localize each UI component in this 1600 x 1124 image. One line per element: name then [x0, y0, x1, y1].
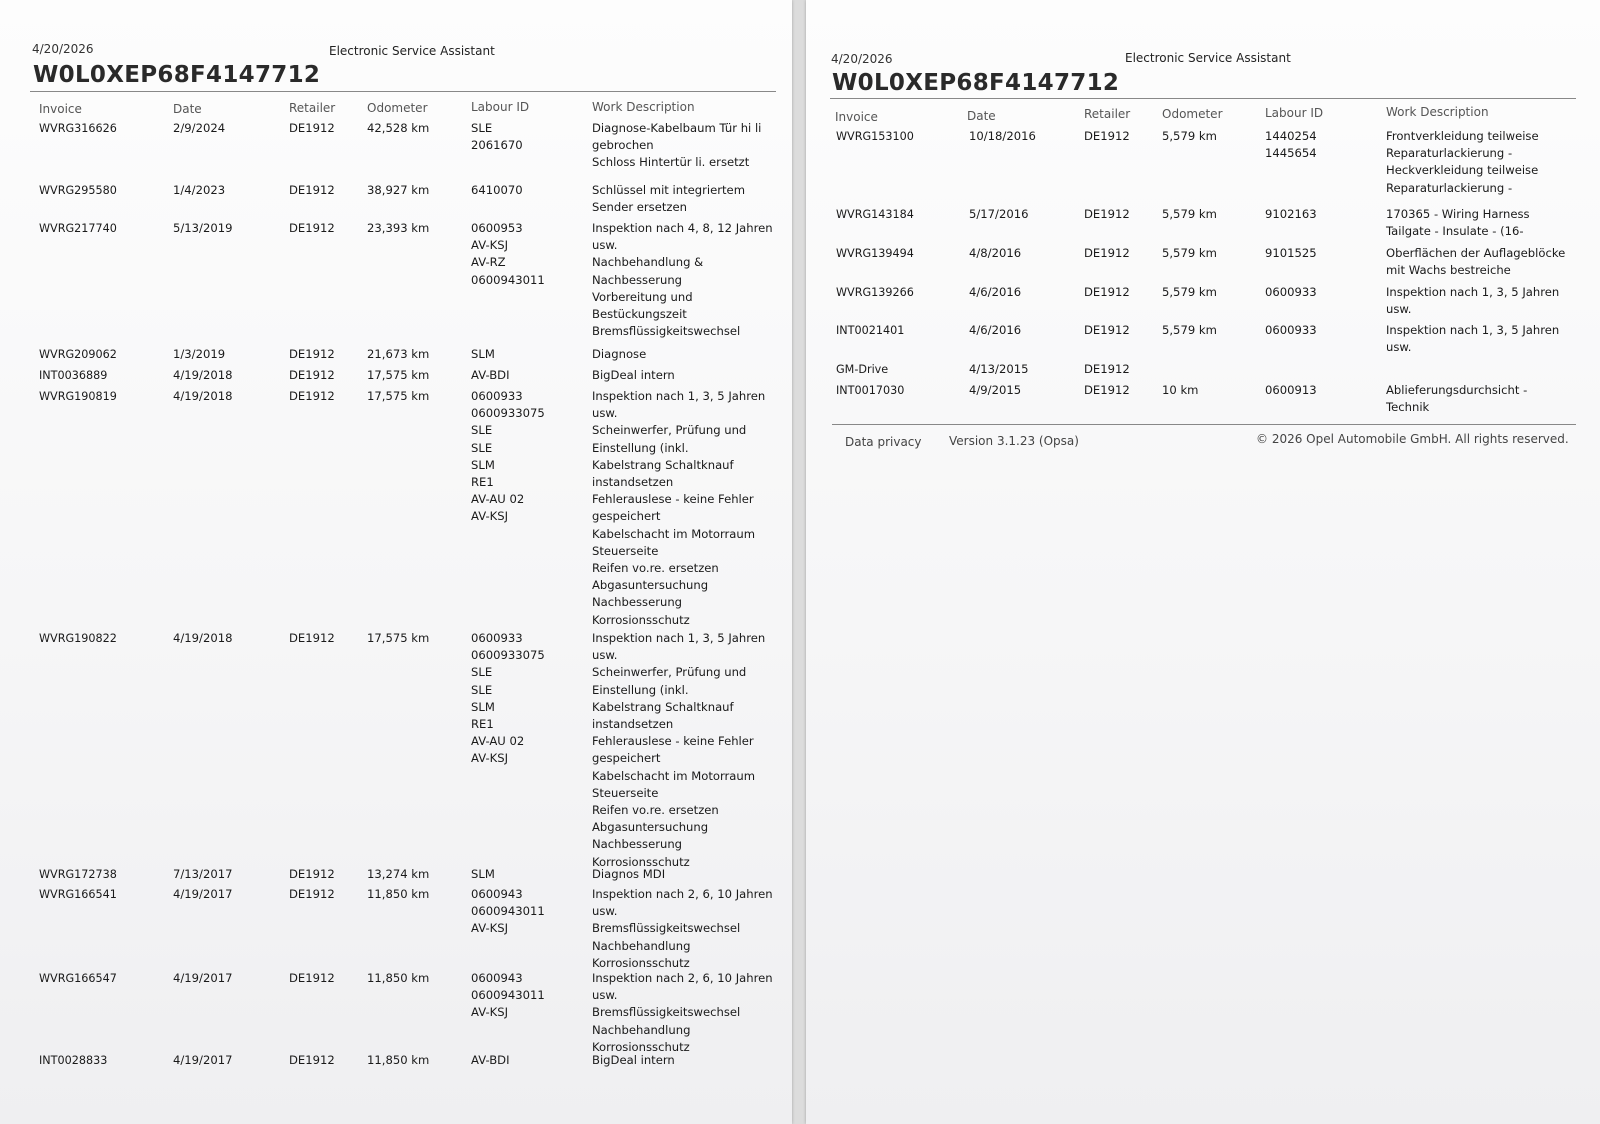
work-description-line: Sender ersetzen — [592, 200, 687, 215]
labour-id: SLM — [471, 699, 495, 714]
invoice-number: WVRG139266 — [836, 286, 914, 299]
odometer-reading: 11,850 km — [367, 971, 430, 985]
work-description-line: Inspektion nach 1, 3, 5 Jahren — [1386, 323, 1560, 337]
header-divider — [30, 91, 776, 92]
labour-id-list — [1265, 284, 1317, 301]
copyright-text: © 2026 Opel Automobile GmbH. All rights reserved. — [1256, 432, 1569, 446]
labour-id-list — [471, 120, 523, 154]
work-description-line: usw. — [592, 904, 618, 919]
invoice-number: INT0021401 — [836, 324, 905, 337]
service-date: 4/19/2018 — [173, 389, 233, 403]
work-description-line: Inspektion nach 1, 3, 5 Jahren — [592, 631, 766, 645]
work-description-line: Nachbehandlung — [592, 1022, 691, 1037]
work-description-line: Korrosionsschutz — [592, 612, 690, 627]
labour-id: 1440254 — [1265, 129, 1317, 143]
service-date: 4/19/2018 — [173, 368, 233, 382]
work-description-line: Reifen vo.re. ersetzen — [592, 803, 719, 818]
work-description-line: Steuerseite — [592, 785, 659, 800]
work-description — [1386, 128, 1539, 197]
retailer-code: DE1912 — [289, 887, 335, 901]
labour-id: 0600913 — [1265, 383, 1317, 397]
labour-id: 0600943011 — [471, 988, 545, 1003]
service-date: 4/19/2017 — [173, 1053, 233, 1067]
invoice-number: WVRG316626 — [39, 122, 117, 135]
work-description — [592, 120, 761, 172]
labour-id-list — [471, 388, 545, 526]
invoice-number: WVRG139494 — [836, 247, 914, 260]
work-description-line: Oberflächen der Auflageblöcke — [1386, 246, 1566, 260]
service-date: 4/19/2017 — [173, 971, 233, 985]
odometer-reading: 5,579 km — [1162, 246, 1217, 260]
service-date: 4/8/2016 — [969, 246, 1022, 260]
column-header-labour-id: Labour ID — [471, 100, 530, 114]
invoice-number: WVRG143184 — [836, 208, 914, 221]
work-description-line: Kabelstrang Schaltknauf — [592, 457, 734, 472]
labour-id: AV-BDI — [471, 1053, 510, 1067]
labour-id: RE1 — [471, 717, 494, 732]
labour-id-list — [471, 866, 495, 883]
odometer-reading: 17,575 km — [367, 389, 430, 403]
work-description — [592, 220, 773, 340]
invoice-number: WVRG190822 — [39, 632, 117, 645]
invoice-number: INT0028833 — [39, 1054, 108, 1067]
work-description-line: Bremsflüssigkeitswechsel — [592, 324, 741, 339]
printout-page-right — [806, 0, 1600, 1124]
work-description-line: usw. — [1386, 340, 1412, 355]
column-header-retailer: Retailer — [1084, 107, 1131, 121]
work-description — [592, 1052, 675, 1069]
work-description-line: Nachbehandlung & — [592, 255, 704, 270]
work-description-line: Diagnos MDI — [592, 867, 666, 881]
data-privacy-link[interactable]: Data privacy — [845, 435, 922, 449]
odometer-reading: 42,528 km — [367, 121, 430, 135]
work-description-line: mit Wachs bestreiche — [1386, 263, 1511, 278]
labour-id: SLE — [471, 682, 493, 697]
work-description — [592, 866, 665, 883]
service-date: 1/3/2019 — [173, 347, 226, 361]
labour-id: AV-KSJ — [471, 1005, 509, 1020]
retailer-code: DE1912 — [289, 971, 335, 985]
work-description — [1386, 382, 1527, 416]
odometer-reading: 11,850 km — [367, 887, 430, 901]
odometer-reading: 21,673 km — [367, 347, 430, 361]
work-description-line: usw. — [592, 406, 618, 421]
work-description-line: Korrosionsschutz — [592, 955, 690, 970]
work-description-line: BigDeal intern — [592, 368, 675, 382]
retailer-code: DE1912 — [289, 183, 335, 197]
work-description-line: BigDeal intern — [592, 1053, 675, 1067]
work-description-line: gespeichert — [592, 509, 661, 524]
odometer-reading: 5,579 km — [1162, 285, 1217, 299]
work-description-line: Schlüssel mit integriertem — [592, 183, 745, 197]
work-description-line: 170365 - Wiring Harness — [1386, 207, 1530, 221]
labour-id: AV-RZ — [471, 255, 506, 270]
column-header-odometer: Odometer — [367, 101, 428, 115]
work-description-line: Abgasuntersuchung — [592, 578, 709, 593]
labour-id: SLM — [471, 347, 495, 361]
work-description-line: Nachbesserung — [592, 595, 683, 610]
labour-id: 0600933075 — [471, 648, 545, 663]
labour-id-list — [1265, 245, 1317, 262]
retailer-code: DE1912 — [1084, 129, 1130, 143]
labour-id: 0600943 — [471, 971, 523, 985]
column-header-work-description: Work Description — [592, 100, 695, 114]
vin-heading: W0L0XEP68F4147712 — [33, 62, 321, 88]
work-description-line: Korrosionsschutz — [592, 1039, 690, 1054]
column-header-retailer: Retailer — [289, 101, 336, 115]
labour-id-list — [471, 367, 510, 384]
work-description-line: Bremsflüssigkeitswechsel — [592, 1005, 741, 1020]
labour-id-list — [1265, 322, 1317, 339]
service-date: 1/4/2023 — [173, 183, 226, 197]
invoice-number: WVRG166547 — [39, 972, 117, 985]
labour-id: SLE — [471, 423, 493, 438]
work-description-line: Inspektion nach 4, 8, 12 Jahren — [592, 221, 773, 235]
retailer-code: DE1912 — [289, 368, 335, 382]
work-description-line: Nachbehandlung — [592, 938, 691, 953]
invoice-number: WVRG217740 — [39, 222, 117, 235]
app-title: Electronic Service Assistant — [329, 44, 495, 58]
labour-id: SLE — [471, 121, 493, 135]
labour-id: 0600943011 — [471, 272, 545, 287]
work-description-line: usw. — [592, 238, 618, 253]
work-description-line: Nachbesserung — [592, 837, 683, 852]
column-header-date: Date — [173, 102, 202, 116]
odometer-reading: 10 km — [1162, 383, 1199, 397]
work-description-line: Schloss Hintertür li. ersetzt — [592, 155, 750, 170]
retailer-code: DE1912 — [1084, 323, 1130, 337]
labour-id-list — [471, 630, 545, 768]
work-description-line: Reifen vo.re. ersetzen — [592, 561, 719, 576]
labour-id: 0600933 — [471, 631, 523, 645]
labour-id: 0600933 — [1265, 323, 1317, 337]
work-description-line: Inspektion nach 1, 3, 5 Jahren — [592, 389, 766, 403]
retailer-code: DE1912 — [289, 389, 335, 403]
invoice-number: WVRG190819 — [39, 390, 117, 403]
retailer-code: DE1912 — [1084, 246, 1130, 260]
labour-id: AV-AU 02 — [471, 492, 525, 507]
work-description-line: Diagnose-Kabelbaum Tür hi li — [592, 121, 762, 135]
retailer-code: DE1912 — [289, 1053, 335, 1067]
labour-id: 2061670 — [471, 138, 523, 153]
column-header-invoice: Invoice — [39, 102, 82, 116]
labour-id: AV-AU 02 — [471, 734, 525, 749]
invoice-number: INT0017030 — [836, 384, 905, 397]
work-description-line: Bestückungszeit — [592, 307, 687, 322]
work-description — [1386, 322, 1559, 356]
labour-id: RE1 — [471, 475, 494, 490]
column-header-labour-id: Labour ID — [1265, 106, 1324, 120]
invoice-number: WVRG172738 — [39, 868, 117, 881]
invoice-number: WVRG166541 — [39, 888, 117, 901]
odometer-reading: 11,850 km — [367, 1053, 430, 1067]
odometer-reading: 5,579 km — [1162, 323, 1217, 337]
work-description-line: instandsetzen — [592, 475, 674, 490]
header-divider — [830, 98, 1576, 99]
labour-id: SLE — [471, 440, 493, 455]
labour-id: 0600953 — [471, 221, 523, 235]
odometer-reading: 38,927 km — [367, 183, 430, 197]
print-date: 4/20/2026 — [32, 42, 94, 56]
labour-id-list — [471, 970, 545, 1022]
work-description-line: Reparaturlackierung - — [1386, 180, 1513, 195]
work-description-line: Abgasuntersuchung — [592, 820, 709, 835]
invoice-number: INT0036889 — [39, 369, 108, 382]
labour-id: AV-KSJ — [471, 509, 509, 524]
vin-heading: W0L0XEP68F4147712 — [832, 70, 1120, 96]
retailer-code: DE1912 — [1084, 207, 1130, 221]
work-description-line: Nachbesserung — [592, 272, 683, 287]
work-description-line: Steuerseite — [592, 543, 659, 558]
work-description-line: Bremsflüssigkeitswechsel — [592, 921, 741, 936]
labour-id: SLE — [471, 665, 493, 680]
labour-id: 0600933075 — [471, 406, 545, 421]
column-header-invoice: Invoice — [835, 110, 878, 124]
column-header-date: Date — [967, 109, 996, 123]
version-label: Version 3.1.23 (Opsa) — [949, 434, 1079, 448]
retailer-code: DE1912 — [289, 867, 335, 881]
footer-divider — [832, 424, 1576, 425]
column-header-work-description: Work Description — [1386, 105, 1489, 119]
service-date: 4/6/2016 — [969, 323, 1022, 337]
labour-id: 0600943 — [471, 887, 523, 901]
work-description-line: gespeichert — [592, 751, 661, 766]
retailer-code: DE1912 — [1084, 362, 1130, 376]
work-description-line: usw. — [592, 988, 618, 1003]
work-description — [1386, 284, 1559, 318]
retailer-code: DE1912 — [289, 347, 335, 361]
work-description — [592, 630, 765, 871]
retailer-code: DE1912 — [1084, 285, 1130, 299]
service-date: 10/18/2016 — [969, 129, 1036, 143]
labour-id: 0600933 — [1265, 285, 1317, 299]
work-description-line: Kabelschacht im Motorraum — [592, 526, 756, 541]
work-description-line: Tailgate - Insulate - (16- — [1386, 224, 1524, 239]
printout-page-left — [0, 0, 792, 1124]
retailer-code: DE1912 — [289, 631, 335, 645]
labour-id: 0600943011 — [471, 904, 545, 919]
odometer-reading: 23,393 km — [367, 221, 430, 235]
service-date: 4/19/2017 — [173, 887, 233, 901]
labour-id: SLM — [471, 457, 495, 472]
labour-id: SLM — [471, 867, 495, 881]
work-description-line: Heckverkleidung teilweise — [1386, 163, 1539, 178]
work-description-line: Kabelstrang Schaltknauf — [592, 699, 734, 714]
work-description-line: instandsetzen — [592, 717, 674, 732]
work-description-line: Vorbereitung und — [592, 289, 693, 304]
labour-id: 1445654 — [1265, 146, 1317, 161]
work-description-line: Korrosionsschutz — [592, 854, 690, 869]
odometer-reading: 17,575 km — [367, 631, 430, 645]
work-description-line: Technik — [1386, 400, 1430, 415]
work-description-line: Einstellung (inkl. — [592, 440, 689, 455]
work-description — [592, 346, 646, 363]
labour-id: AV-KSJ — [471, 238, 509, 253]
odometer-reading: 13,274 km — [367, 867, 430, 881]
service-date: 7/13/2017 — [173, 867, 233, 881]
work-description-line: Scheinwerfer, Prüfung und — [592, 665, 747, 680]
work-description-line: Fehlerauslese - keine Fehler — [592, 492, 754, 507]
service-date: 4/6/2016 — [969, 285, 1022, 299]
work-description-line: usw. — [1386, 302, 1412, 317]
work-description — [592, 388, 765, 629]
work-description — [592, 367, 675, 384]
labour-id-list — [471, 886, 545, 938]
odometer-reading: 5,579 km — [1162, 207, 1217, 221]
labour-id-list — [471, 1052, 510, 1069]
work-description-line: gebrochen — [592, 138, 654, 153]
work-description-line: Reparaturlackierung - — [1386, 146, 1513, 161]
odometer-reading: 5,579 km — [1162, 129, 1217, 143]
work-description — [592, 182, 745, 216]
work-description-line: Inspektion nach 2, 6, 10 Jahren — [592, 887, 773, 901]
labour-id: 0600933 — [471, 389, 523, 403]
print-date: 4/20/2026 — [831, 52, 893, 66]
app-title: Electronic Service Assistant — [1125, 51, 1291, 65]
service-date: 4/9/2015 — [969, 383, 1022, 397]
labour-id: 9101525 — [1265, 246, 1317, 260]
service-date: 5/13/2019 — [173, 221, 233, 235]
invoice-number: WVRG153100 — [836, 130, 914, 143]
labour-id-list — [471, 346, 495, 363]
work-description-line: Kabelschacht im Motorraum — [592, 768, 756, 783]
labour-id: AV-BDI — [471, 368, 510, 382]
service-date: 4/19/2018 — [173, 631, 233, 645]
work-description-line: Frontverkleidung teilweise — [1386, 129, 1539, 143]
work-description — [1386, 206, 1530, 240]
labour-id: 6410070 — [471, 183, 523, 197]
service-date: 5/17/2016 — [969, 207, 1029, 221]
retailer-code: DE1912 — [289, 221, 335, 235]
work-description-line: Diagnose — [592, 347, 647, 361]
labour-id: 9102163 — [1265, 207, 1317, 221]
work-description — [1386, 245, 1565, 279]
work-description-line: Fehlerauslese - keine Fehler — [592, 734, 754, 749]
labour-id: AV-KSJ — [471, 921, 509, 936]
retailer-code: DE1912 — [289, 121, 335, 135]
work-description-line: Ablieferungsdurchsicht - — [1386, 383, 1528, 397]
labour-id-list — [1265, 128, 1317, 162]
work-description-line: Inspektion nach 2, 6, 10 Jahren — [592, 971, 773, 985]
labour-id: AV-KSJ — [471, 751, 509, 766]
work-description — [592, 970, 773, 1056]
work-description-line: Scheinwerfer, Prüfung und — [592, 423, 747, 438]
work-description — [592, 886, 773, 972]
service-date: 4/13/2015 — [969, 362, 1029, 376]
work-description-line: Inspektion nach 1, 3, 5 Jahren — [1386, 285, 1560, 299]
retailer-code: DE1912 — [1084, 383, 1130, 397]
work-description-line: usw. — [592, 648, 618, 663]
invoice-number: WVRG295580 — [39, 184, 117, 197]
service-date: 2/9/2024 — [173, 121, 226, 135]
labour-id-list — [471, 220, 545, 289]
work-description-line: Einstellung (inkl. — [592, 682, 689, 697]
invoice-number: WVRG209062 — [39, 348, 117, 361]
invoice-number: GM-Drive — [836, 363, 889, 376]
labour-id-list — [471, 182, 523, 199]
labour-id-list — [1265, 206, 1317, 223]
column-header-odometer: Odometer — [1162, 107, 1223, 121]
labour-id-list — [1265, 382, 1317, 399]
odometer-reading: 17,575 km — [367, 368, 430, 382]
